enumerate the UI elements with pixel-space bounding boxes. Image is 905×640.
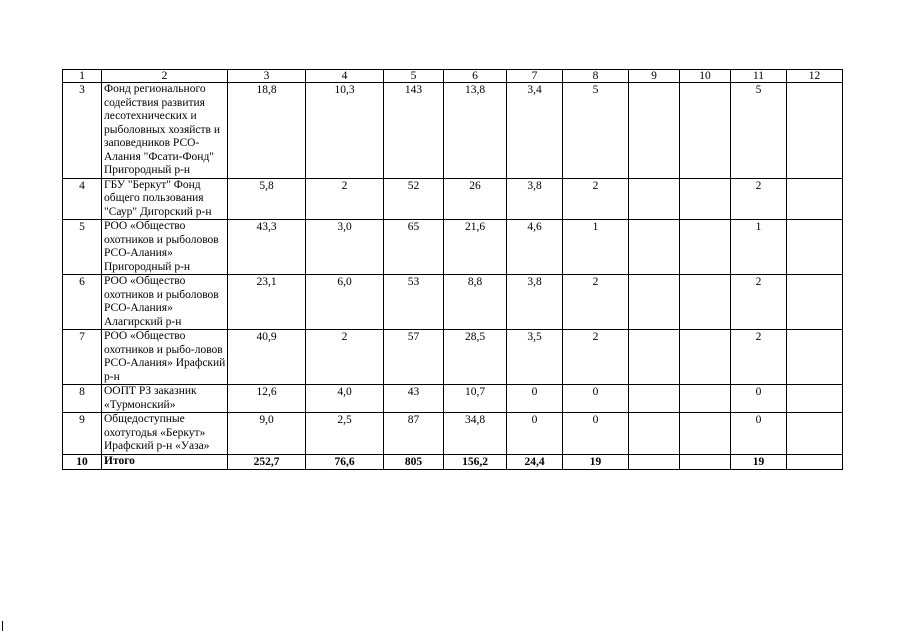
value-cell-8: 2 xyxy=(563,178,629,220)
value-cell-9 xyxy=(629,178,680,220)
value-cell-3: 5,8 xyxy=(228,178,306,220)
value-cell-12 xyxy=(787,413,843,455)
value-cell-7: 3,4 xyxy=(507,83,563,179)
table-row xyxy=(63,220,843,275)
value-cell-12 xyxy=(787,178,843,220)
value-cell-7: 24,4 xyxy=(507,454,563,469)
value-cell-4: 2 xyxy=(306,330,384,385)
value-cell-4: 4,0 xyxy=(306,385,384,413)
value-cell-4: 3,0 xyxy=(306,220,384,275)
value-cell-5: 57 xyxy=(384,330,444,385)
table-row xyxy=(63,275,843,330)
value-cell-8: 2 xyxy=(563,330,629,385)
header-cell: 1 xyxy=(63,70,102,83)
value-cell-12 xyxy=(787,83,843,179)
value-cell-8: 19 xyxy=(563,454,629,469)
table-row xyxy=(63,330,843,385)
value-cell-12 xyxy=(787,275,843,330)
table-body xyxy=(63,70,843,470)
value-cell-9 xyxy=(629,220,680,275)
organization-name-cell: Итого xyxy=(102,454,228,469)
value-cell-11: 0 xyxy=(731,385,787,413)
header-row xyxy=(63,70,843,83)
value-cell-7: 4,6 xyxy=(507,220,563,275)
value-cell-10 xyxy=(680,330,731,385)
row-number-cell: 4 xyxy=(63,178,102,220)
data-table xyxy=(62,69,843,470)
header-cell: 10 xyxy=(680,70,731,83)
value-cell-12 xyxy=(787,385,843,413)
value-cell-10 xyxy=(680,83,731,179)
value-cell-12 xyxy=(787,220,843,275)
value-cell-11: 2 xyxy=(731,330,787,385)
value-cell-6: 28,5 xyxy=(444,330,507,385)
organization-name-cell: РОО «Общество охотников и рыболовов РСО-Алания» Пригородный р-н xyxy=(102,220,228,275)
value-cell-5: 143 xyxy=(384,83,444,179)
value-cell-6: 156,2 xyxy=(444,454,507,469)
value-cell-5: 805 xyxy=(384,454,444,469)
value-cell-4: 76,6 xyxy=(306,454,384,469)
value-cell-5: 53 xyxy=(384,275,444,330)
value-cell-6: 21,6 xyxy=(444,220,507,275)
value-cell-5: 43 xyxy=(384,385,444,413)
value-cell-7: 0 xyxy=(507,413,563,455)
table-row xyxy=(63,178,843,220)
organization-name-cell: ООПТ РЗ заказник «Турмонский» xyxy=(102,385,228,413)
value-cell-6: 26 xyxy=(444,178,507,220)
value-cell-6: 8,8 xyxy=(444,275,507,330)
value-cell-8: 0 xyxy=(563,385,629,413)
organization-name-cell: Общедоступные охотугодья «Беркут» Ирафский р-н «Уаза» xyxy=(102,413,228,455)
organization-name-cell: РОО «Общество охотников и рыболовов РСО-Алания» Алагирский р-н xyxy=(102,275,228,330)
value-cell-3: 252,7 xyxy=(228,454,306,469)
header-cell: 3 xyxy=(228,70,306,83)
value-cell-10 xyxy=(680,413,731,455)
value-cell-3: 9,0 xyxy=(228,413,306,455)
value-cell-10 xyxy=(680,275,731,330)
scan-edge-mark xyxy=(2,621,3,631)
value-cell-8: 1 xyxy=(563,220,629,275)
value-cell-11: 0 xyxy=(731,413,787,455)
value-cell-11: 19 xyxy=(731,454,787,469)
value-cell-10 xyxy=(680,220,731,275)
value-cell-5: 65 xyxy=(384,220,444,275)
value-cell-4: 2 xyxy=(306,178,384,220)
row-number-cell: 3 xyxy=(63,83,102,179)
organization-name-cell: ГБУ "Беркут" Фонд общего пользования "Саур" Дигорский р-н xyxy=(102,178,228,220)
value-cell-9 xyxy=(629,413,680,455)
table-row xyxy=(63,413,843,455)
row-number-cell: 6 xyxy=(63,275,102,330)
value-cell-9 xyxy=(629,454,680,469)
header-cell: 6 xyxy=(444,70,507,83)
value-cell-4: 10,3 xyxy=(306,83,384,179)
value-cell-6: 10,7 xyxy=(444,385,507,413)
header-cell: 5 xyxy=(384,70,444,83)
value-cell-12 xyxy=(787,330,843,385)
value-cell-10 xyxy=(680,385,731,413)
header-cell: 7 xyxy=(507,70,563,83)
value-cell-8: 5 xyxy=(563,83,629,179)
header-cell: 8 xyxy=(563,70,629,83)
value-cell-6: 13,8 xyxy=(444,83,507,179)
table-row xyxy=(63,83,843,179)
value-cell-4: 2,5 xyxy=(306,413,384,455)
row-number-cell: 5 xyxy=(63,220,102,275)
header-cell: 4 xyxy=(306,70,384,83)
value-cell-6: 34,8 xyxy=(444,413,507,455)
organization-name-cell: Фонд регионального содействия развития лесотехнических и рыболовных хозяйств и заповедников РСО-Алания "Фсати-Фонд" Пригородный р-н xyxy=(102,83,228,179)
value-cell-11: 2 xyxy=(731,178,787,220)
table-row xyxy=(63,385,843,413)
row-number-cell: 8 xyxy=(63,385,102,413)
value-cell-9 xyxy=(629,275,680,330)
organization-name-cell: РОО «Общество охотников и рыбо-ловов РСО-Алания» Ирафский р-н xyxy=(102,330,228,385)
value-cell-3: 12,6 xyxy=(228,385,306,413)
value-cell-3: 23,1 xyxy=(228,275,306,330)
value-cell-8: 2 xyxy=(563,275,629,330)
header-cell: 2 xyxy=(102,70,228,83)
value-cell-5: 52 xyxy=(384,178,444,220)
value-cell-7: 3,5 xyxy=(507,330,563,385)
value-cell-4: 6,0 xyxy=(306,275,384,330)
value-cell-7: 0 xyxy=(507,385,563,413)
value-cell-9 xyxy=(629,385,680,413)
header-cell: 11 xyxy=(731,70,787,83)
value-cell-9 xyxy=(629,83,680,179)
value-cell-8: 0 xyxy=(563,413,629,455)
value-cell-3: 43,3 xyxy=(228,220,306,275)
value-cell-7: 3,8 xyxy=(507,178,563,220)
total-row xyxy=(63,454,843,469)
value-cell-7: 3,8 xyxy=(507,275,563,330)
row-number-cell: 7 xyxy=(63,330,102,385)
value-cell-3: 40,9 xyxy=(228,330,306,385)
row-number-cell: 10 xyxy=(63,454,102,469)
value-cell-11: 5 xyxy=(731,83,787,179)
header-cell: 12 xyxy=(787,70,843,83)
value-cell-12 xyxy=(787,454,843,469)
value-cell-10 xyxy=(680,178,731,220)
header-cell: 9 xyxy=(629,70,680,83)
value-cell-11: 2 xyxy=(731,275,787,330)
value-cell-10 xyxy=(680,454,731,469)
row-number-cell: 9 xyxy=(63,413,102,455)
value-cell-11: 1 xyxy=(731,220,787,275)
value-cell-3: 18,8 xyxy=(228,83,306,179)
value-cell-9 xyxy=(629,330,680,385)
value-cell-5: 87 xyxy=(384,413,444,455)
